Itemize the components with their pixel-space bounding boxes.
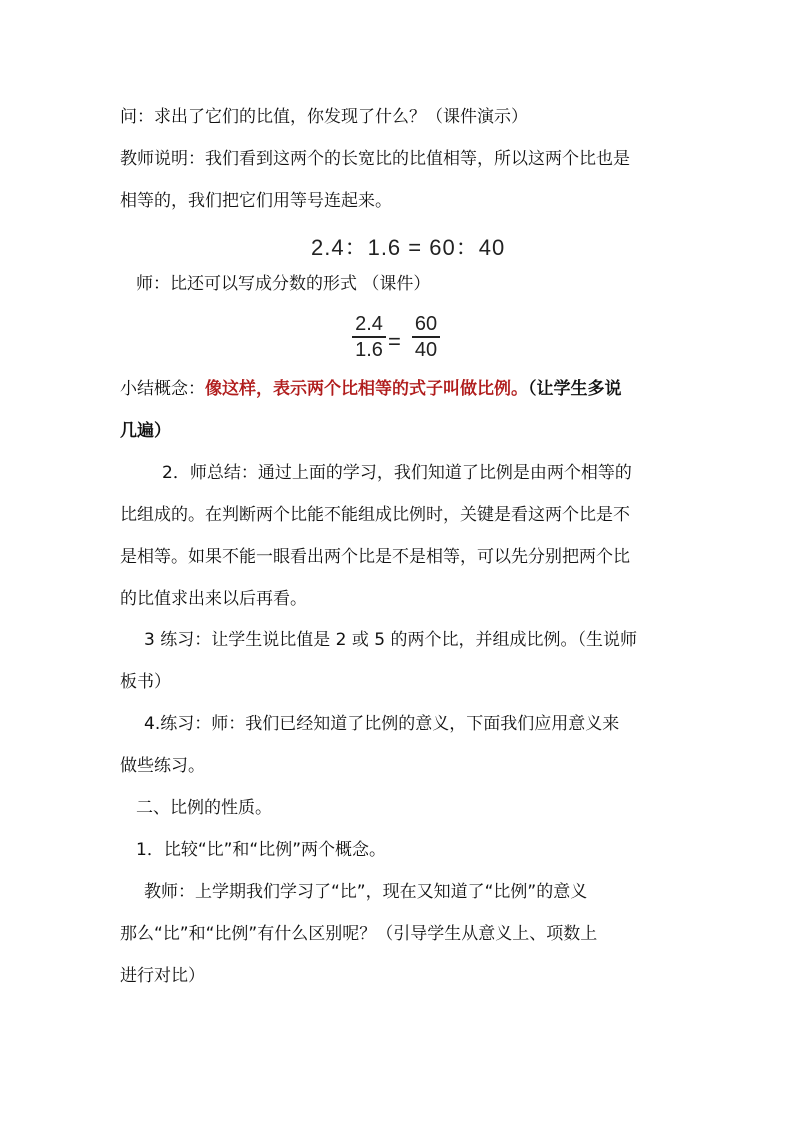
paragraph-exercise3-line1: 3 练习：让学生说比值是 2 或 5 的两个比，并组成比例。（生说师: [144, 630, 637, 650]
paragraph-fraction-form: 师：比还可以写成分数的形式 （课件）: [136, 274, 431, 294]
fraction-left-numerator: 2.4: [355, 313, 383, 335]
paragraph-teacher-question-line3: 进行对比）: [120, 966, 205, 986]
fraction-left-denominator: 1.6: [355, 339, 383, 361]
paragraph-teacher-question-line1: 教师：上学期我们学习了“比”，现在又知道了“比例”的意义: [144, 882, 588, 902]
paragraph-teacher-explanation-line1: 教师说明：我们看到这两个的长宽比的比值相等，所以这两个比也是: [120, 149, 630, 169]
fraction-left-bar: [352, 336, 386, 338]
paragraph-teacher-question-line2: 那么“比”和“比例”有什么区别呢？（引导学生从意义上、项数上: [120, 924, 598, 944]
fraction-right: [412, 313, 440, 361]
paragraph-summary-line1: [120, 377, 622, 401]
ratio-equation: 2.4：1.6 = 60：40: [311, 235, 506, 260]
fraction-right-denominator: 40: [414, 339, 438, 361]
fraction-right-numerator: 60: [414, 313, 438, 335]
paragraph-conclusion-line3: 是相等。如果不能一眼看出两个比是不是相等，可以先分别把两个比: [120, 547, 630, 567]
paragraph-exercise4-line2: 做些练习。: [120, 756, 205, 776]
summary-suffix: （让学生多说: [528, 379, 622, 399]
paragraph-conclusion-line1: 2．师总结：通过上面的学习，我们知道了比例是由两个相等的: [162, 463, 632, 483]
paragraph-conclusion-line2: 比组成的。在判断两个比能不能组成比例时，关键是看这两个比是不: [120, 505, 630, 525]
paragraph-summary-line2: 几遍）: [120, 421, 171, 441]
paragraph-exercise3-line2: 板书）: [120, 672, 171, 692]
fraction-equals-sign: =: [388, 329, 401, 354]
paragraph-teacher-explanation-line2: 相等的，我们把它们用等号连起来。: [120, 191, 392, 211]
paragraph-conclusion-line4: 的比值求出来以后再看。: [120, 589, 307, 609]
summary-prefix: 小结概念：: [120, 379, 205, 399]
section-heading-properties: 二、比例的性质。: [136, 798, 272, 818]
paragraph-exercise4-line1: 4.练习：师：我们已经知道了比例的意义，下面我们应用意义来: [144, 714, 620, 734]
fraction-left: [352, 313, 386, 361]
paragraph-compare-concepts: 1．比较“比”和“比例”两个概念。: [136, 840, 387, 860]
summary-definition: 像这样，表示两个比相等的式子叫做比例。: [205, 379, 528, 399]
fraction-right-bar: [412, 336, 440, 338]
paragraph-question: 问：求出了它们的比值，你发现了什么？（课件演示）: [120, 107, 528, 127]
